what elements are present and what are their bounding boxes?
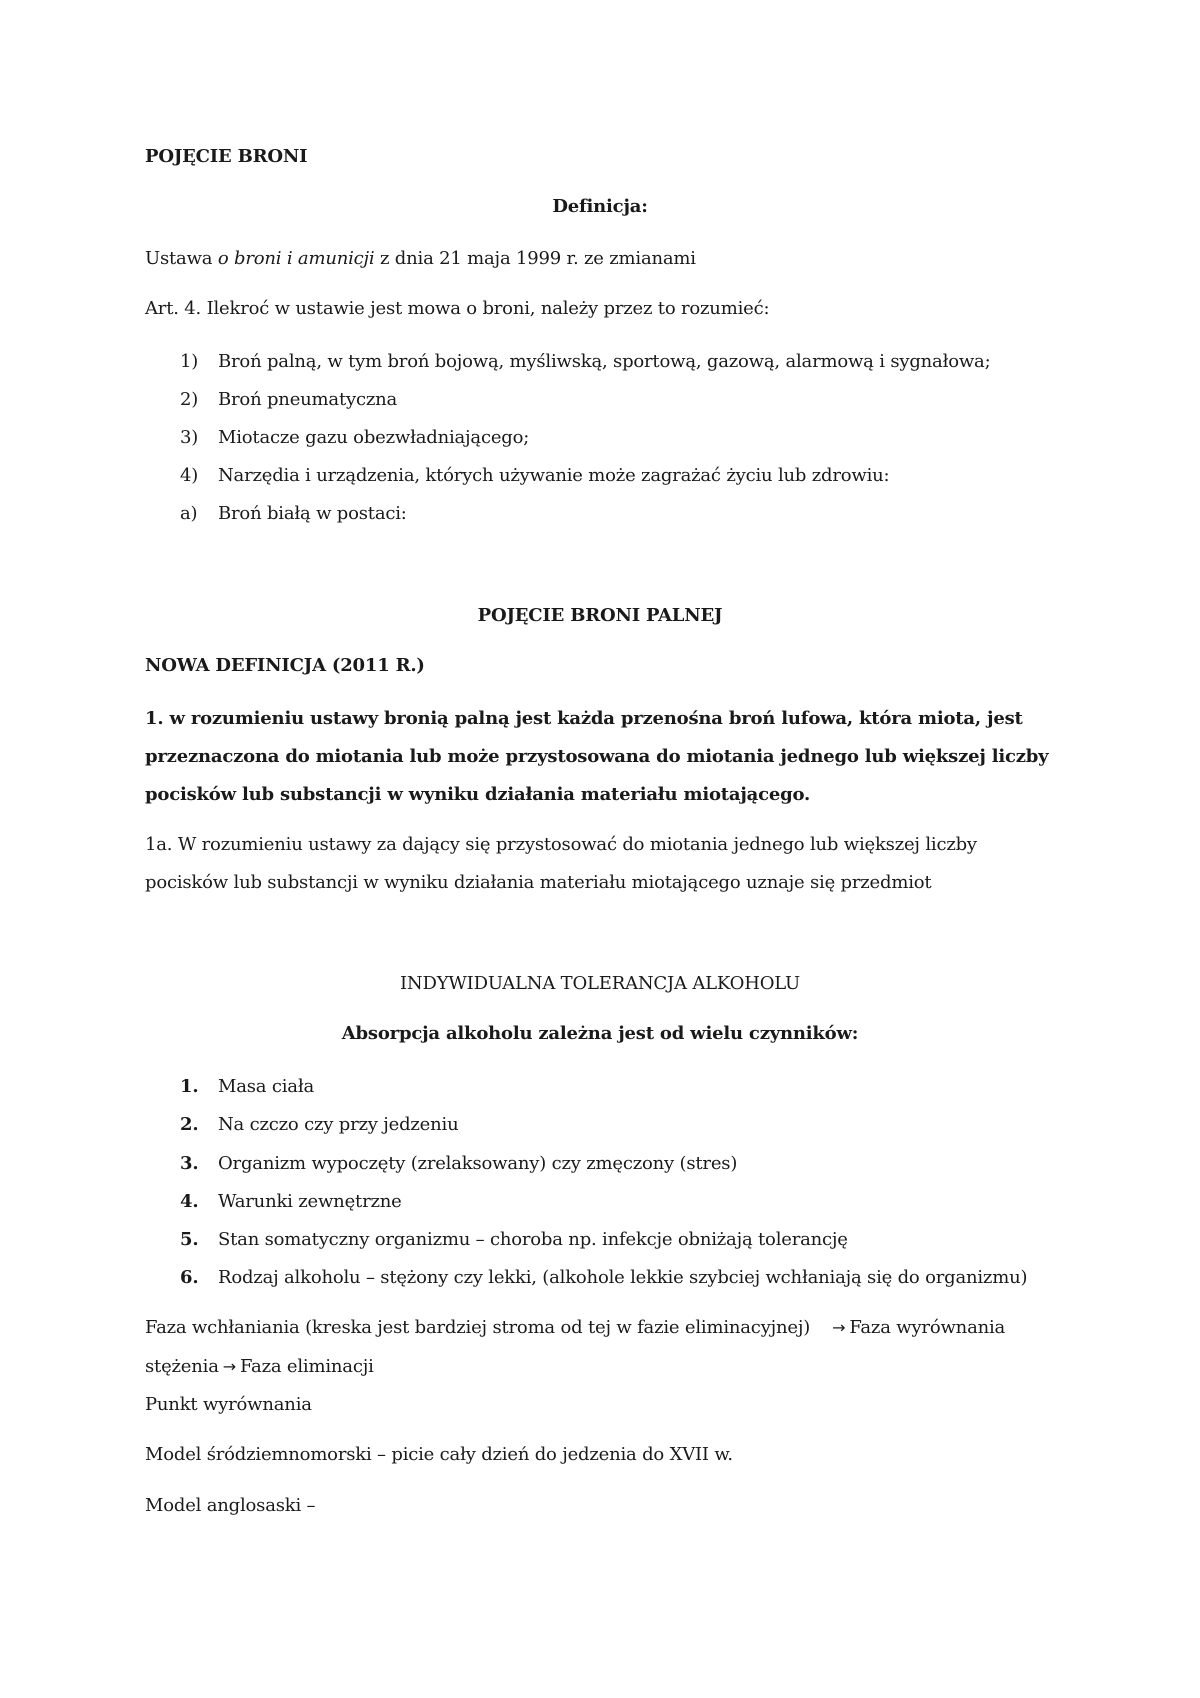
list-item-number: 2.	[180, 1114, 199, 1135]
list-item-number: 2)	[180, 389, 199, 410]
arrow-right-icon: →	[222, 1357, 236, 1376]
law-title: o broni i amunicji	[217, 248, 375, 269]
law-suffix: z dnia 21 maja 1999 r. ze zmianami	[374, 248, 696, 269]
definition-line: pocisków lub substancji w wyniku działania materiału miotającego.	[145, 784, 811, 805]
section3-subheading: Absorpcja alkoholu zależna jest od wielu czynników:	[341, 1023, 859, 1044]
model-anglosaxon: Model anglosaski –	[145, 1495, 316, 1516]
list-item-text: Warunki zewnętrzne	[218, 1191, 402, 1212]
list-item-number: 1)	[180, 351, 199, 372]
list-item-text: Rodzaj alkoholu – stężony czy lekki, (alkohole lekkie szybciej wchłaniają się do organizmu)	[218, 1267, 1028, 1288]
definition-line: przeznaczona do miotania lub może przystosowana do miotania jednego lub większej liczby	[145, 746, 1049, 767]
list-item-text: Stan somatyczny organizmu – choroba np. infekcje obniżają tolerancję	[218, 1229, 848, 1250]
section1-heading: POJĘCIE BRONI	[145, 146, 308, 167]
list-item-text: Narzędia i urządzenia, których używanie może zagrażać życiu lub zdrowiu:	[218, 465, 890, 486]
section2-heading: POJĘCIE BRONI PALNEJ	[477, 605, 723, 626]
paragraph-line: 1a. W rozumieniu ustawy za dający się przystosować do miotania jednego lub większej liczby	[145, 834, 977, 855]
list-item-text: Broń pneumatyczna	[218, 389, 398, 410]
phase-line	[145, 1355, 374, 1379]
paragraph-line: pocisków lub substancji w wyniku działania materiału miotającego uznaje się przedmiot	[145, 872, 932, 893]
article-text: Art. 4. Ilekroć w ustawie jest mowa o broni, należy przez to rozumieć:	[145, 298, 770, 319]
list-item-number: 5.	[180, 1229, 199, 1250]
list-item-number: 6.	[180, 1267, 199, 1288]
section1-subheading: Definicja:	[552, 196, 648, 217]
list-item-text: Miotacze gazu obezwładniającego;	[218, 427, 530, 448]
phase-text: Faza wchłaniania (kreska jest bardziej stroma od tej w fazie eliminacyjnej)	[145, 1317, 811, 1338]
list-item-number: 4)	[180, 465, 199, 486]
list-item-text: Organizm wypoczęty (zrelaksowany) czy zmęczony (stres)	[218, 1153, 738, 1174]
definition-line: 1. w rozumieniu ustawy bronią palną jest każda przenośna broń lufowa, która miota, jest	[145, 708, 1023, 729]
balance-point: Punkt wyrównania	[145, 1394, 312, 1415]
model-mediterranean: Model śródziemnomorski – picie cały dzień do jedzenia do XVII w.	[145, 1444, 733, 1465]
list-item-number: 3)	[180, 427, 199, 448]
list-item-number: 3.	[180, 1153, 199, 1174]
list-item-number: 4.	[180, 1191, 199, 1212]
phase-text: Faza eliminacji	[239, 1356, 374, 1377]
list-item-text: Na czczo czy przy jedzeniu	[218, 1114, 459, 1135]
phase-text: Faza wyrównania	[849, 1317, 1006, 1338]
list-item-text: Broń białą w postaci:	[218, 503, 407, 524]
law-prefix: Ustawa	[145, 248, 218, 269]
list-item-number: a)	[180, 503, 198, 524]
arrow-right-icon: →	[832, 1318, 846, 1337]
list-item-text: Broń palną, w tym broń bojową, myśliwską, sportową, gazową, alarmową i sygnałowa;	[218, 351, 991, 372]
phase-text: stężenia	[145, 1356, 219, 1377]
section2-subheading: NOWA DEFINICJA (2011 R.)	[145, 655, 425, 676]
list-item-text: Masa ciała	[218, 1076, 314, 1097]
law-reference	[145, 247, 696, 271]
list-item-number: 1.	[180, 1076, 199, 1097]
section3-heading: INDYWIDUALNA TOLERANCJA ALKOHOLU	[400, 973, 800, 994]
phase-line	[145, 1316, 1005, 1340]
